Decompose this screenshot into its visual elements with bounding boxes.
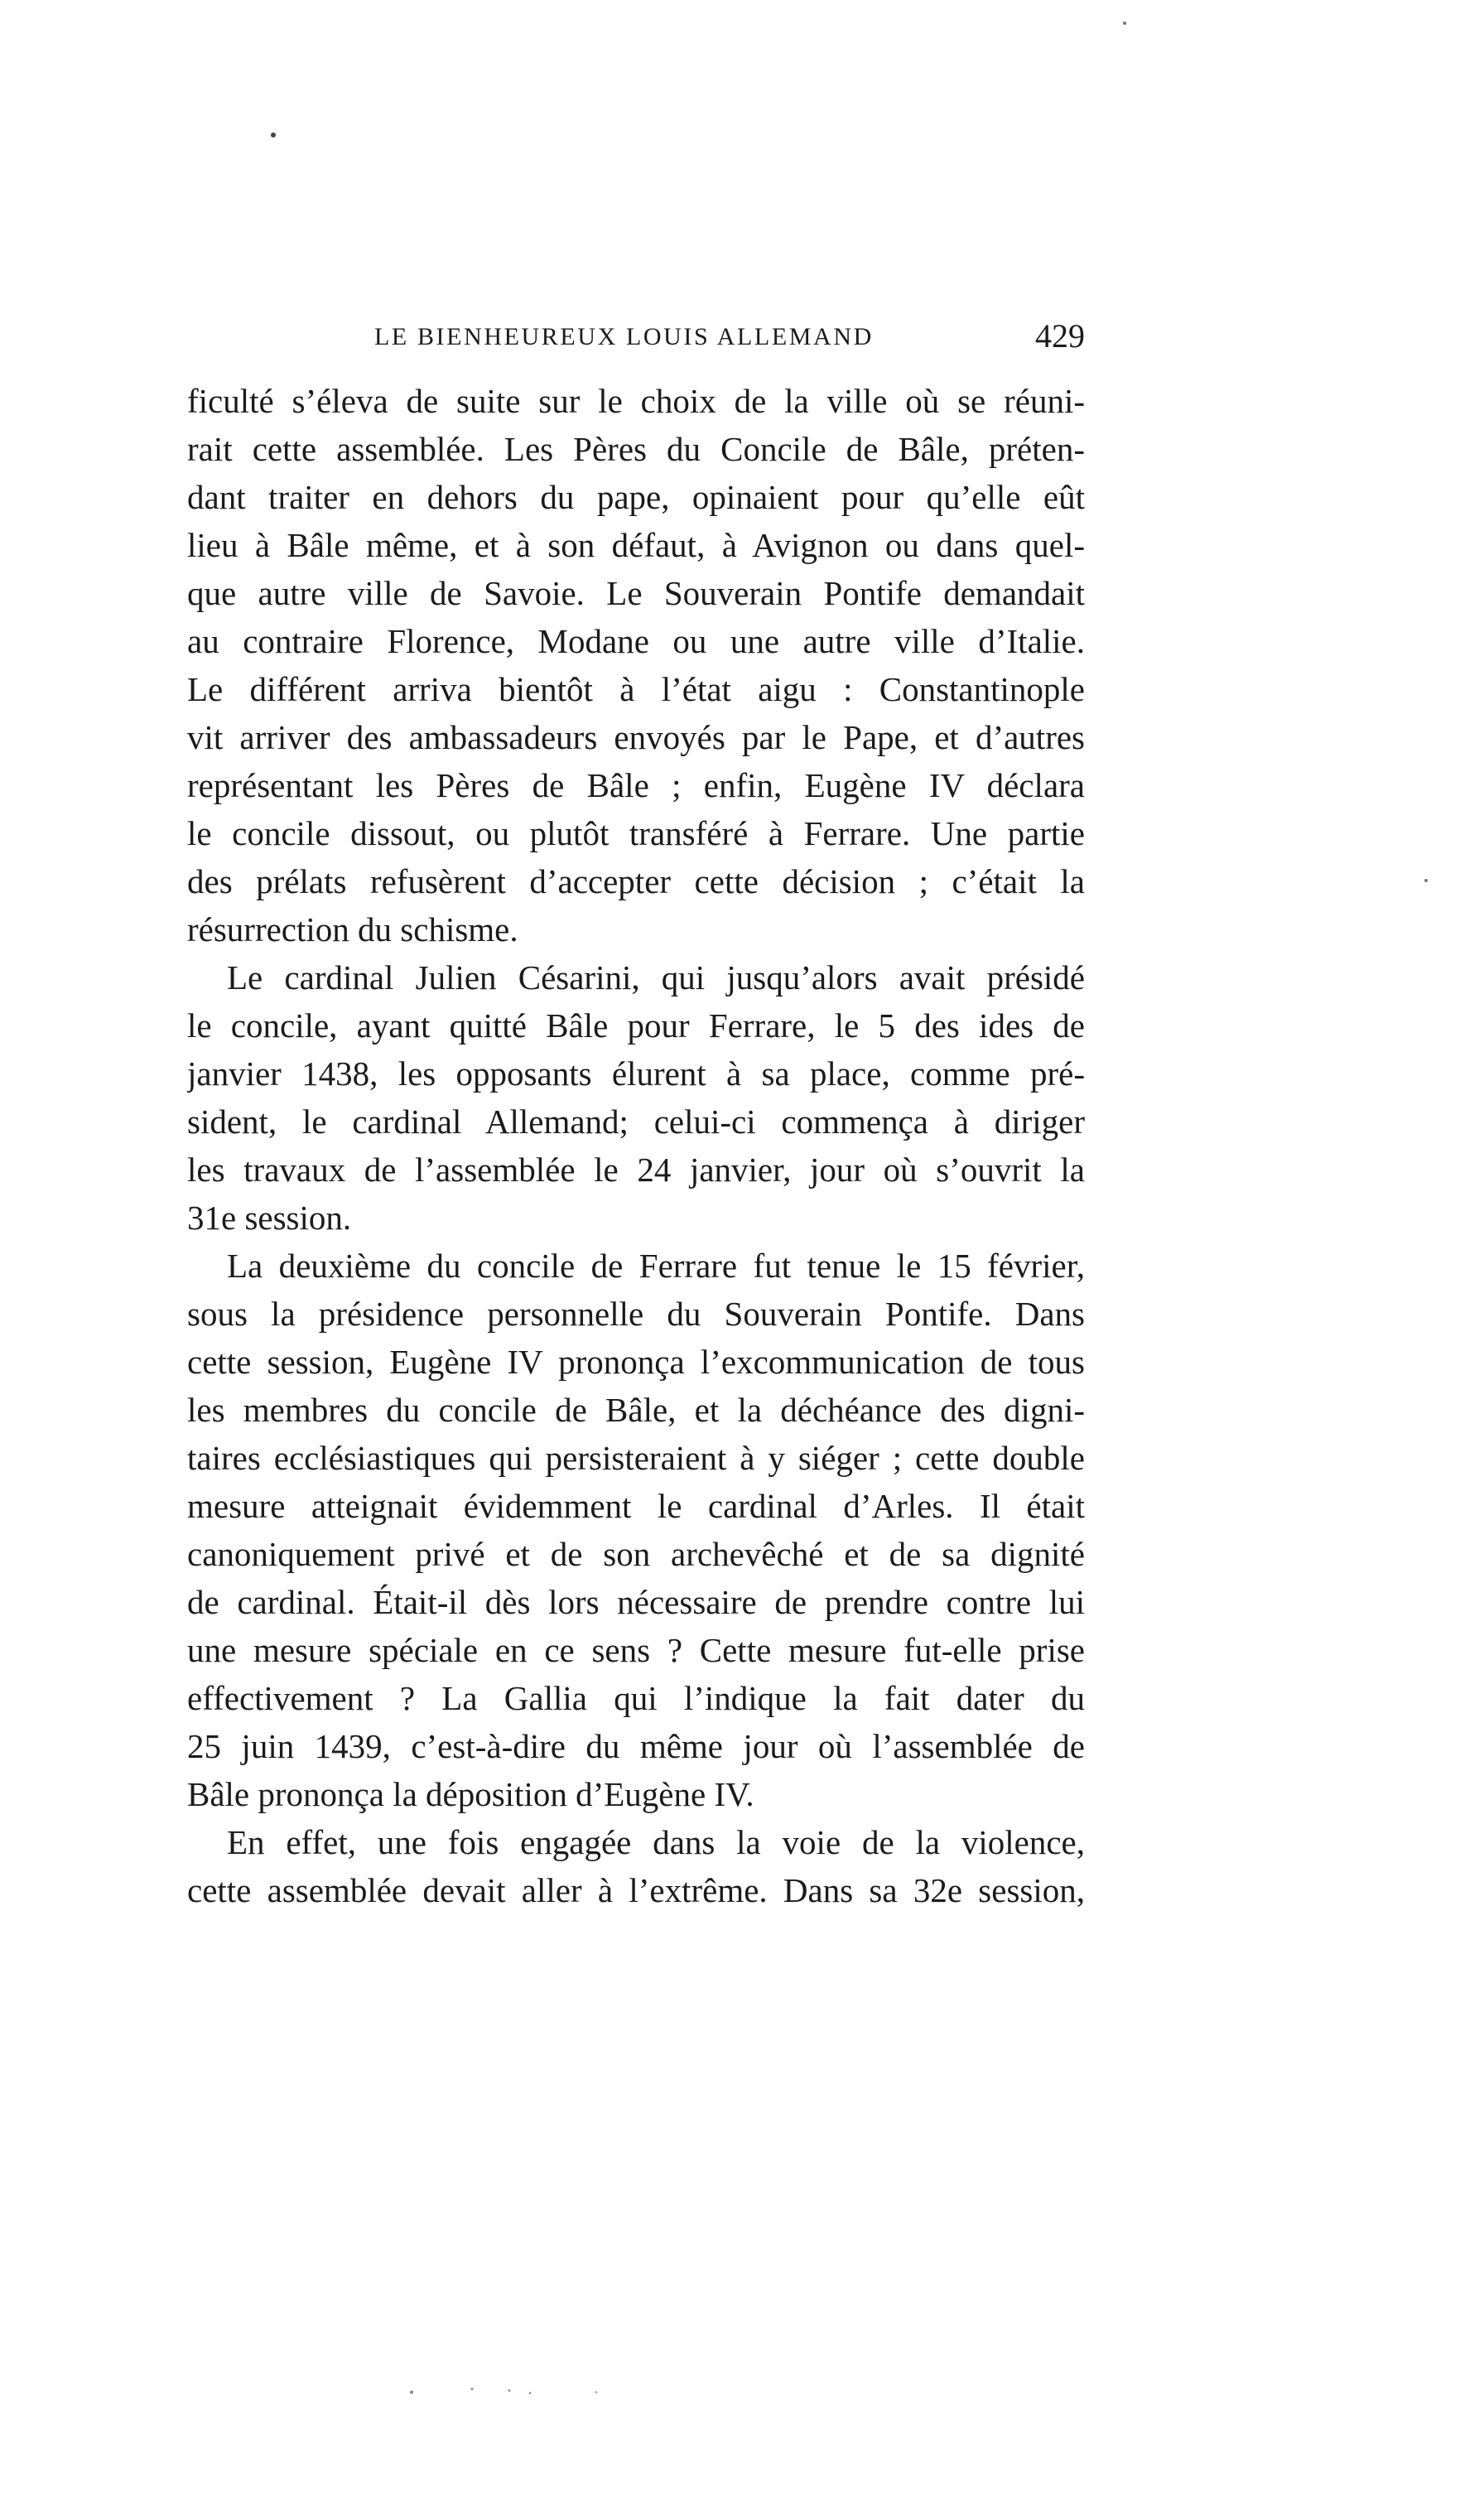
text-line: dant traiter en dehors du pape, opinaient pour qu’elle eût xyxy=(187,478,1085,516)
text-line: les travaux de l’assemblée le 24 janvier, jour où s’ouvrit la xyxy=(187,1151,1085,1189)
text-line: cette assemblée devait aller à l’extrême. Dans sa 32e session, xyxy=(187,1871,1085,1909)
text-line: La deuxième du concile de Ferrare fut tenue le 15 février, xyxy=(227,1247,1085,1285)
text-line: ficulté s’éleva de suite sur le choix de la ville où se réuni- xyxy=(187,382,1085,420)
running-title: LE BIENHEUREUX LOUIS ALLEMAND xyxy=(374,323,874,350)
text-line: Le cardinal Julien Césarini, qui jusqu’alors avait présidé xyxy=(227,958,1085,996)
text-line: rait cette assemblée. Les Pères du Concile de Bâle, préten- xyxy=(187,430,1085,468)
text-line: lieu à Bâle même, et à son défaut, à Avignon ou dans quel- xyxy=(187,526,1085,564)
body-text xyxy=(187,377,1085,1914)
text-line: une mesure spéciale en ce sens ? Cette mesure fut-elle prise xyxy=(187,1631,1085,1669)
text-line: 31e session. xyxy=(187,1199,352,1237)
running-head xyxy=(187,316,1085,366)
speck xyxy=(529,2392,532,2395)
text-line: de cardinal. Était-il dès lors nécessaire de prendre contre lui xyxy=(187,1583,1085,1621)
text-line: des prélats refusèrent d’accepter cette décision ; c’était la xyxy=(187,862,1085,900)
text-line: les membres du concile de Bâle, et la déchéance des digni- xyxy=(187,1391,1085,1429)
speck xyxy=(595,2391,598,2394)
text-line: résurrection du schisme. xyxy=(187,910,518,948)
text-line: effectivement ? La Gallia qui l’indique la fait dater du xyxy=(187,1679,1085,1717)
text-line: 25 juin 1439, c’est-à-dire du même jour où l’assemblée de xyxy=(187,1727,1085,1765)
text-line: vit arriver des ambassadeurs envoyés par le Pape, et d’autres xyxy=(187,718,1085,756)
text-line: que autre ville de Savoie. Le Souverain Pontife demandait xyxy=(187,574,1085,612)
text-line: En effet, une fois engagée dans la voie de la violence, xyxy=(227,1823,1085,1861)
text-line: sous la présidence personnelle du Souverain Pontife. Dans xyxy=(187,1295,1085,1333)
text-line: le concile, ayant quitté Bâle pour Ferrare, le 5 des ides de xyxy=(187,1006,1085,1045)
text-line: mesure atteignait évidemment le cardinal d’Arles. Il était xyxy=(187,1487,1085,1525)
page-number: 429 xyxy=(1035,317,1085,355)
text-line: Le différent arriva bientôt à l’état aigu : Constantinople xyxy=(187,670,1085,708)
speck xyxy=(1123,22,1126,25)
speck xyxy=(271,133,276,138)
text-line: cette session, Eugène IV prononça l’excommunication de tous xyxy=(187,1343,1085,1381)
speck xyxy=(470,2387,473,2390)
speck xyxy=(410,2391,413,2394)
text-line: le concile dissout, ou plutôt transféré à Ferrare. Une partie xyxy=(187,814,1085,852)
text-line: janvier 1438, les opposants élurent à sa place, comme pré- xyxy=(187,1054,1085,1093)
text-line: Bâle prononça la déposition d’Eugène IV. xyxy=(187,1775,754,1813)
speck xyxy=(1424,879,1428,882)
speck xyxy=(508,2389,510,2391)
text-line: canoniquement privé et de son archevêché et de sa dignité xyxy=(187,1535,1085,1573)
text-line: sident, le cardinal Allemand; celui-ci commença à diriger xyxy=(187,1103,1085,1141)
text-line: représentant les Pères de Bâle ; enfin, Eugène IV déclara xyxy=(187,766,1085,804)
text-line: au contraire Florence, Modane ou une autre ville d’Italie. xyxy=(187,622,1085,660)
text-line: taires ecclésiastiques qui persisteraient à y siéger ; cette double xyxy=(187,1439,1085,1477)
